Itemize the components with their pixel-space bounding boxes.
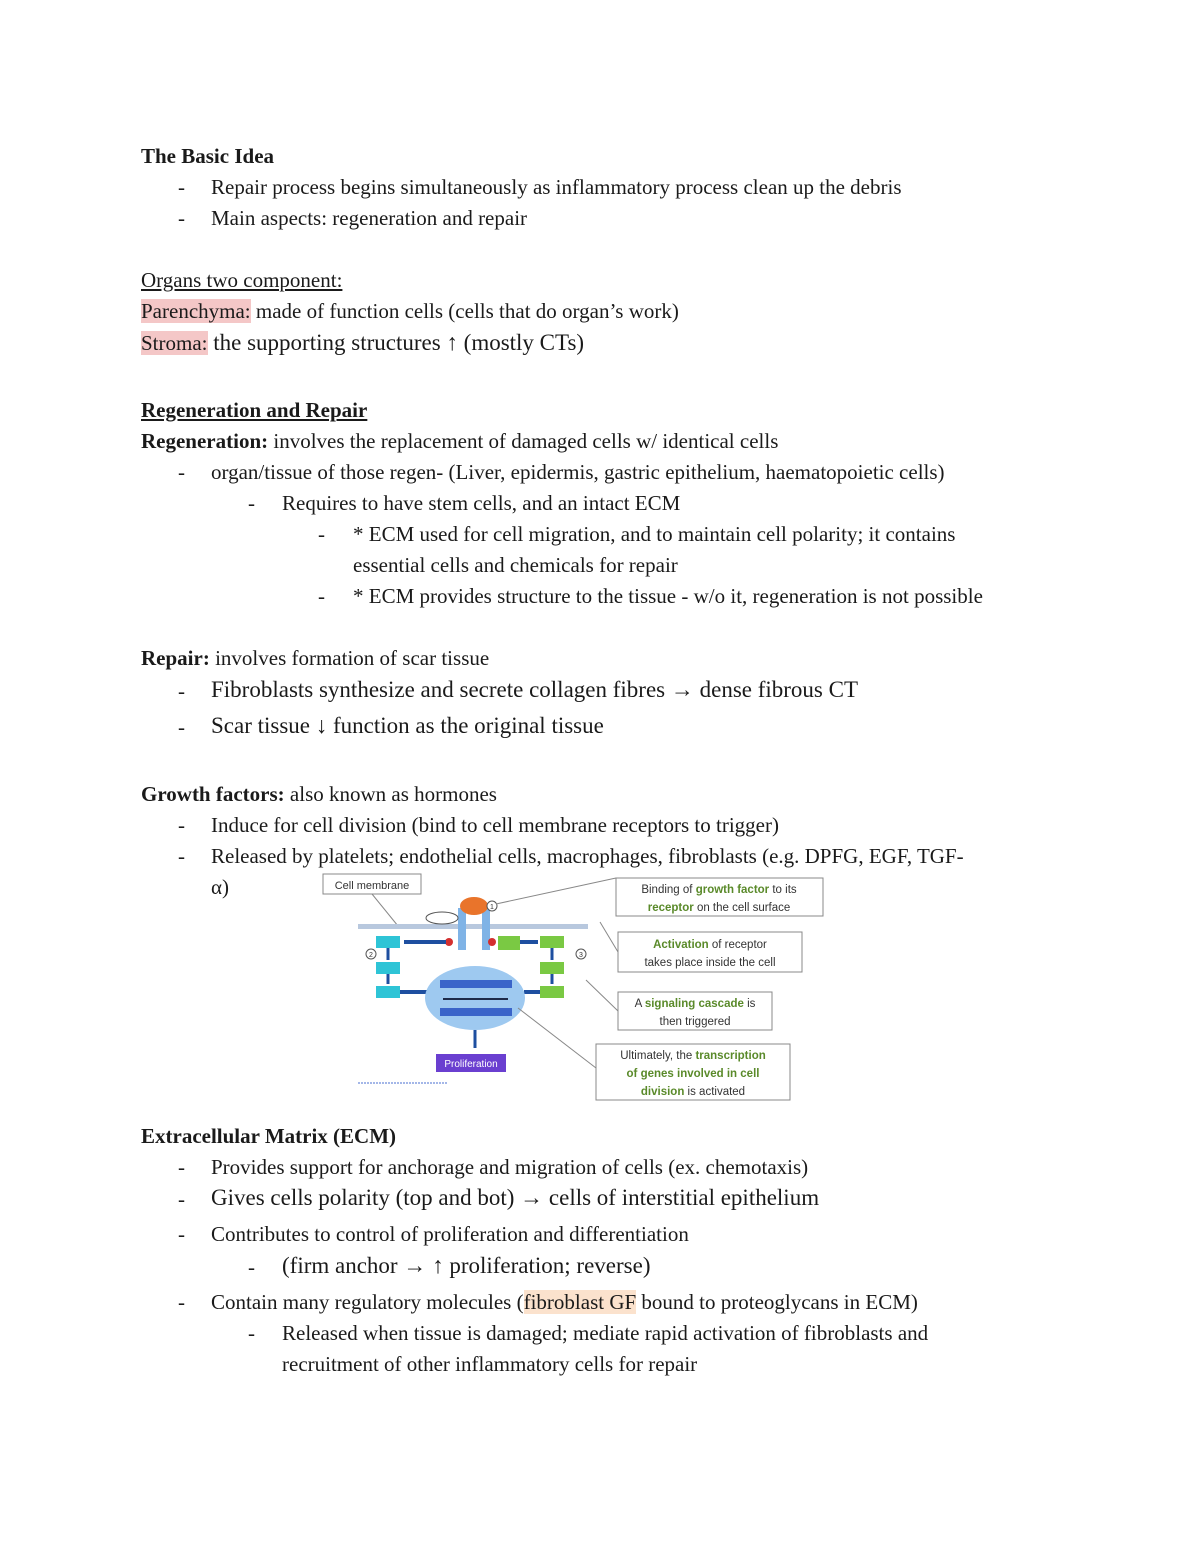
callout-3-line-1: A signaling cascade is [634,998,756,1010]
basic-idea-bullet-2: Main aspects: regeneration and repair [211,206,528,230]
signal-oval [426,912,458,924]
ecm-bullet-4 [211,1287,918,1317]
bullet-dash: - [178,813,185,837]
growth-line [141,779,497,809]
ecm-bullet-2: Gives cells polarity (top and bot) → cells of interstitial epithelium [211,1185,820,1210]
ecm-sub-4-line-1: Released when tissue is damaged; mediate rapid activation of fibroblasts and [282,1321,929,1345]
callout-4-line-1: Ultimately, the transcription [620,1050,766,1062]
bullet-dash: - [178,1155,185,1179]
bullet-dash: - [178,679,185,703]
basic-idea-bullet-1: Repair process begins simultaneously as inflammatory process clean up the debris [211,175,902,199]
leader-line [586,980,618,1011]
leader-line [496,878,616,904]
bullet-dash: - [248,491,255,515]
nucleus-bar-2 [440,1008,512,1016]
receptor-left [458,908,466,950]
cascade-box-right-1 [540,936,564,948]
bullet-dash: - [178,1290,185,1314]
cell-membrane-label: Cell membrane [334,880,410,892]
callout-1-line-1: Binding of growth factor to its [641,884,797,896]
callout-2-line-2: takes place inside the cell [644,957,776,969]
nucleus-bar-1 [440,980,512,988]
bullet-dash: - [318,522,325,546]
ecm-bullet-4-b: bound to proteoglycans in ECM) [636,1290,918,1314]
growth-factor-ligand [460,897,488,915]
bullet-dash: - [248,1255,255,1279]
callout-4-line-2: of genes involved in cell [626,1068,760,1080]
regen-sub-1: Requires to have stem cells, and an intact ECM [282,491,681,515]
growth-bullet-2-line-2: α) [211,875,229,899]
repair-term: Repair: [141,646,210,670]
regen-subsub-1-line-1: * ECM used for cell migration, and to maintain cell polarity; it contains [353,522,956,546]
cascade-box-right-2 [540,962,564,974]
marker-2-label: 2 [369,952,373,959]
ecm-sub-4-line-2: recruitment of other inflammatory cells for repair [282,1352,698,1376]
heading-regen-repair: Regeneration and Repair [141,398,368,422]
bullet-dash: - [178,1187,185,1211]
bullet-dash: - [248,1321,255,1345]
callout-3-line-2: then triggered [659,1016,731,1028]
callout-2-line-1: Activation of receptor [653,939,767,951]
stroma-line [141,328,584,358]
bullet-dash: - [178,175,185,199]
cascade-box-right-a [498,936,520,950]
ecm-sub-3: (firm anchor → ↑ proliferation; reverse) [282,1253,651,1278]
proliferation-label: Proliferation [444,1059,498,1070]
leader-line [600,922,618,952]
cascade-box-right-3 [540,986,564,998]
callout-1-line-2: receptor on the cell surface [647,902,791,914]
bullet-dash: - [318,584,325,608]
regeneration-text: involves the replacement of damaged cells w/ identical cells [268,429,779,453]
parenchyma-text: made of function cells (cells that do organ’s work) [250,299,679,323]
regen-subsub-1-line-2: essential cells and chemicals for repair [353,553,678,577]
marker-3-label: 3 [579,952,583,959]
phospho-dot [445,938,453,946]
heading-organs: Organs two component: [141,268,343,292]
growth-text: also known as hormones [284,782,497,806]
heading-ecm: Extracellular Matrix (ECM) [141,1124,397,1148]
parenchyma-term: Parenchyma: [141,299,251,323]
bullet-dash: - [178,844,185,868]
ecm-bullet-4-a: Contain many regulatory molecules ( [211,1290,524,1314]
growth-bullet-1: Induce for cell division (bind to cell membrane receptors to trigger) [211,813,779,837]
callout-4-line-3: division is activated [640,1086,746,1098]
regeneration-term: Regeneration: [141,429,269,453]
bullet-dash: - [178,206,185,230]
growth-term: Growth factors: [141,782,285,806]
bullet-dash: - [178,1222,185,1246]
fibroblast-gf-highlight: fibroblast GF [523,1290,637,1314]
repair-text: involves formation of scar tissue [209,646,490,670]
regen-bullet-1: organ/tissue of those regen- (Liver, epidermis, gastric epithelium, haematopoietic cells) [211,460,945,484]
membrane [358,924,588,929]
cascade-box-left-3 [376,986,400,998]
leader-line [518,1008,596,1068]
regen-subsub-2: * ECM provides structure to the tissue - w/o it, regeneration is not possible [353,584,983,608]
ecm-bullet-1: Provides support for anchorage and migration of cells (ex. chemotaxis) [211,1155,809,1179]
cascade-box-left-1 [376,936,400,948]
bullet-dash: - [178,715,185,739]
phospho-dot [488,938,496,946]
repair-line [141,643,489,673]
heading-basic-idea: The Basic Idea [141,144,275,168]
growth-bullet-2-line-1: Released by platelets; endothelial cells, macrophages, fibroblasts (e.g. DPFG, EGF, TGF- [211,844,964,868]
parenchyma-line [141,296,679,326]
stroma-term: Stroma: [141,331,208,355]
growth-factor-figure [318,868,838,1108]
regeneration-line [141,426,778,456]
cascade-box-left-2 [376,962,400,974]
leader-line [372,894,398,926]
ecm-bullet-3: Contributes to control of proliferation and differentiation [211,1222,689,1246]
marker-1-label: 1 [490,904,494,911]
repair-bullet-1: Fibroblasts synthesize and secrete collagen fibres → dense fibrous CT [211,677,859,702]
stroma-text: the supporting structures ↑ (mostly CTs) [207,330,585,355]
bullet-dash: - [178,460,185,484]
repair-bullet-2: Scar tissue ↓ function as the original tissue [211,713,604,738]
